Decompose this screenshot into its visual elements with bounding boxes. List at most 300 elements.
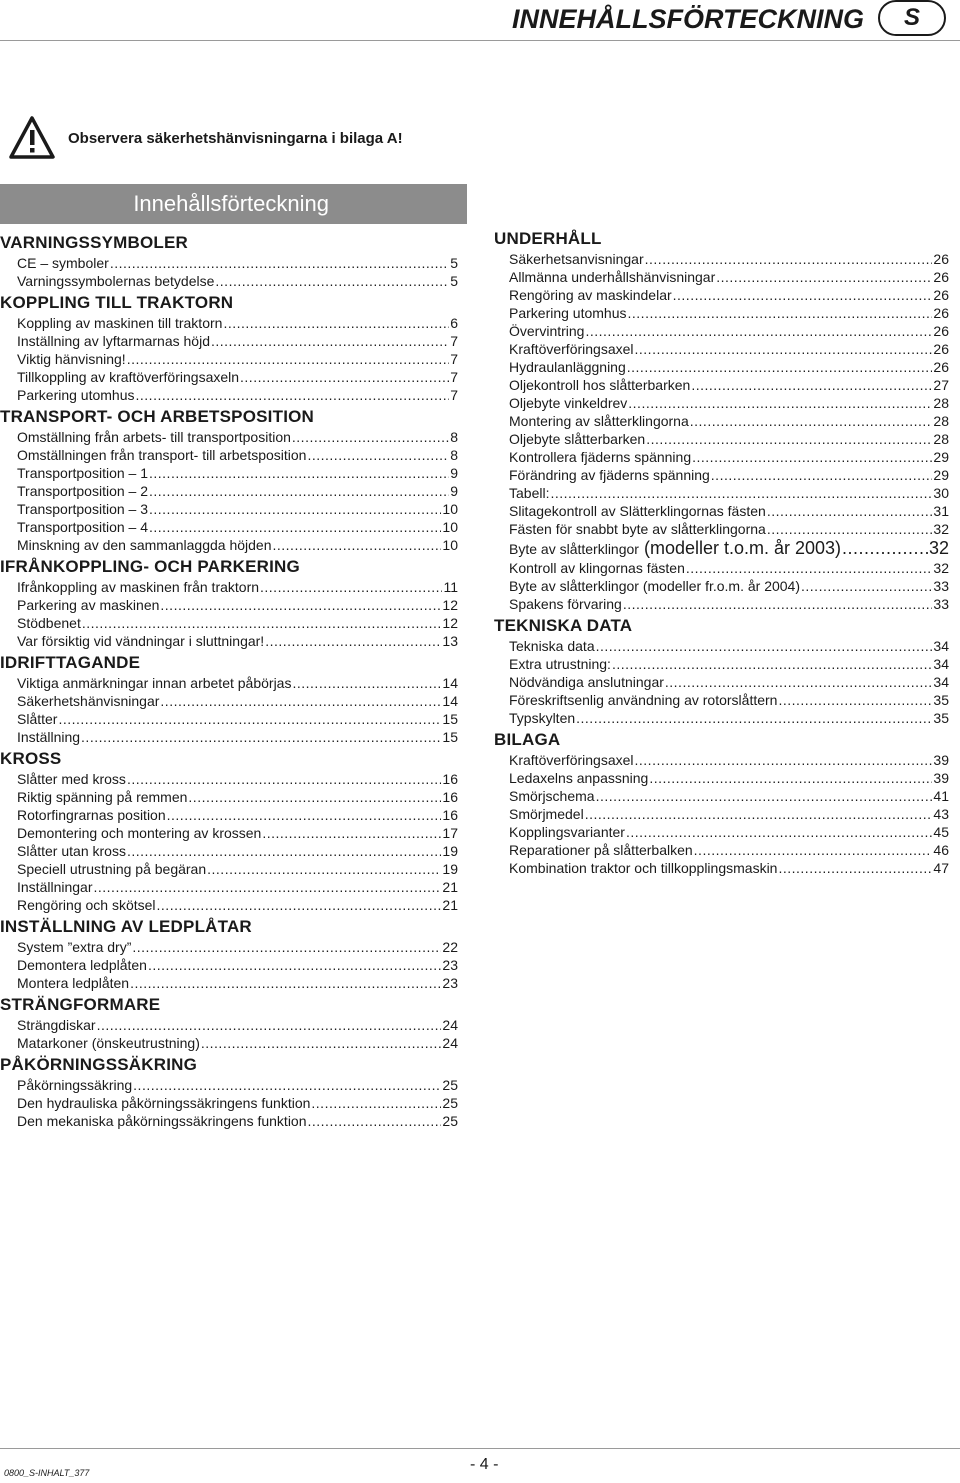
- dot-leader: [160, 692, 441, 710]
- toc-entry-page: 9: [450, 465, 458, 481]
- toc-entry-page: 17: [442, 825, 458, 841]
- language-badge: S: [878, 0, 946, 36]
- toc-entry-page: 16: [442, 771, 458, 787]
- dot-leader: [627, 358, 933, 376]
- dot-leader: [628, 394, 932, 412]
- toc-entry-label: Riktig spänning på remmen: [17, 789, 188, 805]
- dot-leader: [778, 691, 932, 709]
- toc-entry-label: Hydraulanläggning: [509, 359, 626, 375]
- dot-leader: [215, 272, 449, 290]
- toc-entry[interactable]: [494, 859, 949, 877]
- dot-leader: [127, 350, 450, 368]
- toc-entry-page: 16: [442, 807, 458, 823]
- toc-entry-label: Ifrånkoppling av maskinen från traktorn: [17, 579, 260, 595]
- toc-entry-label: Tabell:: [509, 485, 550, 501]
- toc-entry[interactable]: [0, 710, 458, 728]
- toc-entry-label: Tillkoppling av kraftöverföringsaxeln: [17, 369, 240, 385]
- dot-leader: [149, 500, 441, 518]
- toc-entry[interactable]: [0, 596, 458, 614]
- section-heading: TEKNISKA DATA: [494, 616, 633, 635]
- toc-entry-page: 43: [933, 806, 949, 822]
- toc-entry[interactable]: [494, 322, 949, 340]
- dot-leader: [649, 769, 932, 787]
- toc-entry-label: Rengöring och skötsel: [17, 897, 156, 913]
- dot-leader: [585, 322, 932, 340]
- toc-entry-label: Inställning av lyftarmarnas höjd: [17, 333, 210, 349]
- toc-entry-page: 23: [442, 957, 458, 973]
- toc-entry-page: 22: [442, 939, 458, 955]
- toc-entry-page: 8: [450, 447, 458, 463]
- dot-leader: [149, 482, 449, 500]
- dot-leader: [711, 466, 933, 484]
- toc-entry-page: 32: [933, 560, 949, 576]
- toc-entry-label: Parkering utomhus: [17, 387, 135, 403]
- toc-entry-page: 39: [933, 770, 949, 786]
- toc-entry[interactable]: [0, 368, 458, 386]
- dot-leader: [612, 655, 932, 673]
- dot-leader: [635, 340, 933, 358]
- toc-entry-label: Byte av slåtterklingor (modeller fr.o.m. år 2004): [509, 578, 801, 594]
- toc-entry[interactable]: [0, 974, 458, 992]
- toc-entry-page: 12: [442, 597, 458, 613]
- toc-entry-label: Kontrollera fjäderns spänning: [509, 449, 692, 465]
- toc-entry[interactable]: [494, 805, 949, 823]
- toc-entry-label: Oljebyte vinkeldrev: [509, 395, 628, 411]
- section-heading: VARNINGSSYMBOLER: [0, 233, 189, 252]
- dot-leader: [262, 824, 441, 842]
- toc-entry-page: 7: [450, 369, 458, 385]
- toc-entry-label-part: (modeller t.o.m. år 2003): [643, 538, 842, 558]
- dot-leader: [127, 842, 441, 860]
- toc-entry[interactable]: [494, 787, 949, 805]
- toc-entry-label: Transportposition – 2: [17, 483, 148, 499]
- dot-leader: [691, 376, 932, 394]
- toc-entry-page: 32: [928, 538, 949, 558]
- toc-entry-page: 5: [450, 273, 458, 289]
- toc-entry-page: 28: [933, 413, 949, 429]
- toc-entry-page: 16: [442, 789, 458, 805]
- toc-entry[interactable]: [0, 1034, 458, 1052]
- toc-entry-label: Fästen för snabbt byte av slåtterklingorna: [509, 521, 766, 537]
- dot-leader: [550, 484, 932, 502]
- dot-leader: [127, 770, 441, 788]
- dot-leader: [188, 788, 441, 806]
- toc-entry[interactable]: [494, 286, 949, 304]
- toc-entry-label: Spakens förvaring: [509, 596, 622, 612]
- toc-entry[interactable]: [0, 1076, 458, 1094]
- toc-entry-page: 34: [933, 638, 949, 654]
- toc-entry-page: 5: [450, 255, 458, 271]
- toc-entry-label: Tekniska data: [509, 638, 595, 654]
- toc-entry-page: 41: [933, 788, 949, 804]
- dot-leader: [308, 1112, 442, 1130]
- toc-entry[interactable]: [494, 268, 949, 286]
- toc-entry-label: Kraftöverföringsaxel: [509, 752, 634, 768]
- toc-entry[interactable]: [0, 770, 458, 788]
- toc-entry-page: 35: [933, 692, 949, 708]
- toc-entry-label: Den hydrauliska påkörningssäkringens funktion: [17, 1095, 311, 1111]
- toc-entry[interactable]: [0, 350, 458, 368]
- toc-entry-label: Inställningar: [17, 879, 93, 895]
- toc-entry-label: Rengöring av maskindelar: [509, 287, 672, 303]
- dot-leader: [130, 974, 441, 992]
- dot-leader: [690, 412, 933, 430]
- toc-entry-label: Nödvändiga anslutningar: [509, 674, 664, 690]
- toc-entry-label: Transportposition – 1: [17, 465, 148, 481]
- dot-leader: [716, 268, 932, 286]
- section-heading: IDRIFTTAGANDE: [0, 653, 141, 672]
- toc-entry-page: 24: [442, 1017, 458, 1033]
- toc-entry[interactable]: [0, 1094, 458, 1112]
- toc-entry-label: Montera ledplåten: [17, 975, 130, 991]
- toc-entry-label: Demontering och montering av krossen: [17, 825, 262, 841]
- toc-entry[interactable]: [0, 536, 458, 554]
- toc-entry-label: Matarkoner (önskeutrustning): [17, 1035, 200, 1051]
- toc-entry-label: Smörjmedel: [509, 806, 584, 822]
- toc-entry-label: Säkerhetshänvisningar: [17, 693, 160, 709]
- toc-entry-label: Den mekaniska påkörningssäkringens funktion: [17, 1113, 307, 1129]
- toc-entry[interactable]: [494, 250, 949, 268]
- toc-entry[interactable]: [494, 751, 949, 769]
- toc-entry-label: Typskylten: [509, 710, 576, 726]
- toc-entry-page: 28: [933, 431, 949, 447]
- toc-entry-label: Slåtter med kross: [17, 771, 126, 787]
- toc-entry-label: Omställningen från transport- till arbetsposition: [17, 447, 307, 463]
- footer-divider: [0, 1448, 960, 1449]
- toc-entry-page: 26: [933, 269, 949, 285]
- toc-entry-page: 21: [442, 879, 458, 895]
- section-heading: INSTÄLLNING AV LEDPLÅTAR: [0, 917, 252, 936]
- toc-entry-label: Speciell utrustning på begäran: [17, 861, 207, 877]
- dot-leader: [97, 1016, 442, 1034]
- dot-leader: [149, 464, 449, 482]
- toc-entry[interactable]: [494, 466, 949, 484]
- toc-entry-label: Oljekontroll hos slåtterbarken: [509, 377, 691, 393]
- toc-entry-label: Rotorfingrarnas position: [17, 807, 166, 823]
- toc-entry-page: 39: [933, 752, 949, 768]
- toc-entry-page: 33: [933, 596, 949, 612]
- toc-entry[interactable]: [494, 304, 949, 322]
- toc-entry-page: 26: [933, 359, 949, 375]
- toc-entry-page: 26: [933, 323, 949, 339]
- dot-leader: [81, 728, 441, 746]
- toc-entry[interactable]: [0, 806, 458, 824]
- dot-leader: [82, 614, 442, 632]
- dot-leader: [626, 823, 932, 841]
- toc-entry-label: Säkerhetsanvisningar: [509, 251, 644, 267]
- section-heading: BILAGA: [494, 730, 561, 749]
- toc-entry[interactable]: [494, 430, 949, 448]
- toc-entry-page: 7: [450, 351, 458, 367]
- toc-entry-page: 30: [933, 485, 949, 501]
- toc-entry[interactable]: [494, 412, 949, 430]
- toc-entry[interactable]: [494, 655, 949, 673]
- dot-leader: [160, 596, 441, 614]
- toc-entry-label: Minskning av den sammanlaggda höjden: [17, 537, 272, 553]
- dot-leader: [645, 250, 933, 268]
- toc-entry[interactable]: [0, 674, 458, 692]
- toc-entry[interactable]: [0, 956, 458, 974]
- dot-leader: [157, 896, 442, 914]
- toc-entry-page: 47: [933, 860, 949, 876]
- toc-entry[interactable]: [0, 386, 458, 404]
- toc-entry[interactable]: [0, 482, 458, 500]
- toc-entry-page: 10: [442, 537, 458, 553]
- toc-entry-label: Stödbenet: [17, 615, 81, 631]
- toc-entry-page: 33: [933, 578, 949, 594]
- toc-entry[interactable]: [0, 938, 458, 956]
- toc-entry-page: 25: [442, 1113, 458, 1129]
- dot-leader: [596, 637, 933, 655]
- toc-entry-label: Kombination traktor och tillkopplingsmaskin: [509, 860, 778, 876]
- dot-leader: [673, 286, 933, 304]
- toc-entry-page: 29: [933, 467, 949, 483]
- toc-entry[interactable]: [0, 878, 458, 896]
- document-code: 0800_S-INHALT_377: [4, 1468, 90, 1478]
- toc-column-right: [494, 226, 949, 877]
- toc-entry-page: 31: [933, 503, 949, 519]
- toc-entry-page: 23: [442, 975, 458, 991]
- dot-leader: [623, 595, 933, 613]
- toc-entry-page: 10: [442, 501, 458, 517]
- toc-entry[interactable]: [494, 502, 949, 520]
- toc-entry-page: 14: [442, 693, 458, 709]
- toc-entry-page: 26: [933, 341, 949, 357]
- toc-entry[interactable]: [494, 823, 949, 841]
- toc-entry[interactable]: [494, 448, 949, 466]
- toc-entry-page: 27: [933, 377, 949, 393]
- toc-entry[interactable]: [494, 691, 949, 709]
- toc-entry[interactable]: [0, 896, 458, 914]
- toc-entry[interactable]: [0, 728, 458, 746]
- toc-entry[interactable]: [494, 358, 949, 376]
- page-title: INNEHÅLLSFÖRTECKNING: [511, 4, 864, 34]
- dot-leader: [136, 386, 450, 404]
- toc-entry-label-part: Byte av slåtterklingor: [509, 541, 639, 557]
- toc-entry-label: Föreskriftsenlig användning av rotorslåttern: [509, 692, 778, 708]
- dot-leader: [273, 536, 442, 554]
- toc-entry-label: Koppling av maskinen till traktorn: [17, 315, 223, 331]
- toc-entry[interactable]: [494, 394, 949, 412]
- toc-entry-label: Oljebyte slåtterbarken: [509, 431, 646, 447]
- dot-leader: [240, 368, 449, 386]
- safety-notice: [8, 114, 403, 162]
- toc-entry-page: 34: [933, 656, 949, 672]
- toc-entry-page: 29: [933, 449, 949, 465]
- toc-entry[interactable]: [0, 272, 458, 290]
- toc-entry-page: 9: [450, 483, 458, 499]
- toc-entry-page: 19: [442, 843, 458, 859]
- toc-entry[interactable]: [0, 254, 458, 272]
- dot-leader: [167, 806, 442, 824]
- toc-entry-page: 26: [933, 251, 949, 267]
- toc-entry-label: Transportposition – 3: [17, 501, 148, 517]
- toc-entry-page: 6: [450, 315, 458, 331]
- toc-entry-page: 10: [442, 519, 458, 535]
- toc-entry[interactable]: [494, 637, 949, 655]
- toc-entry-page: 7: [450, 387, 458, 403]
- dot-leader: [767, 502, 933, 520]
- toc-entry-label: Omställning från arbets- till transportposition: [17, 429, 291, 445]
- toc-entry-page: 24: [442, 1035, 458, 1051]
- toc-entry-label: Allmänna underhållshänvisningar: [509, 269, 716, 285]
- dot-leader: [94, 878, 442, 896]
- section-heading: UNDERHÅLL: [494, 229, 602, 248]
- dot-leader: [292, 674, 441, 692]
- toc-entry-page: 8: [450, 429, 458, 445]
- section-heading: TRANSPORT- OCH ARBETSPOSITION: [0, 407, 315, 426]
- section-heading: IFRÅNKOPPLING- OCH PARKERING: [0, 557, 300, 576]
- toc-entry-label: Smörjschema: [509, 788, 595, 804]
- toc-entry-label: Slitagekontroll av Slätterklingornas fästen: [509, 503, 766, 519]
- toc-entry-label: Kraftöverföringsaxel: [509, 341, 634, 357]
- toc-entry[interactable]: [494, 673, 949, 691]
- toc-entry-label: Montering av slåtterklingorna: [509, 413, 689, 429]
- page-number: - 4 -: [470, 1456, 499, 1473]
- toc-entry-page: 35: [933, 710, 949, 726]
- toc-entry[interactable]: [494, 559, 949, 577]
- toc-entry-page: 19: [442, 861, 458, 877]
- safety-notice-text: Observera säkerhetshänvisningarna i bilaga A!: [68, 129, 403, 147]
- dot-leader: [133, 1076, 441, 1094]
- toc-entry-label: Kopplingsvarianter: [509, 824, 625, 840]
- dot-leader: [646, 430, 932, 448]
- toc-entry[interactable]: [0, 446, 458, 464]
- dot-leader: [842, 538, 928, 558]
- toc-entry-label: Var försiktig vid vändningar i sluttningar!: [17, 633, 265, 649]
- dot-leader: [260, 578, 442, 596]
- toc-entry-page: 21: [442, 897, 458, 913]
- toc-entry-label: Viktiga anmärkningar innan arbetet påbörjas: [17, 675, 292, 691]
- section-heading: KOPPLING TILL TRAKTORN: [0, 293, 234, 312]
- dot-leader: [132, 938, 441, 956]
- toc-entry[interactable]: [494, 340, 949, 358]
- toc-entry-label: Reparationer på slåtterbalken: [509, 842, 693, 858]
- toc-entry-label: Inställning: [17, 729, 81, 745]
- toc-entry-label: CE – symboler: [17, 255, 109, 271]
- dot-leader: [311, 1094, 441, 1112]
- toc-entry-label: Extra utrustning:: [509, 656, 611, 672]
- toc-entry[interactable]: [0, 824, 458, 842]
- toc-entry-page: 26: [933, 305, 949, 321]
- toc-entry-page: 15: [442, 729, 458, 745]
- dot-leader: [576, 709, 932, 727]
- toc-entry-label: Ledaxelns anpassning: [509, 770, 649, 786]
- dot-leader: [692, 448, 932, 466]
- toc-entry-label: Slåtter: [17, 711, 58, 727]
- toc-entry[interactable]: [494, 595, 949, 613]
- toc-entry-page: 12: [442, 615, 458, 631]
- toc-entry-page: 13: [442, 633, 458, 649]
- toc-entry[interactable]: [0, 614, 458, 632]
- toc-entry-page: 32: [933, 521, 949, 537]
- toc-entry[interactable]: [0, 842, 458, 860]
- toc-entry-label: Viktig hänvisning!: [17, 351, 126, 367]
- toc-entry[interactable]: [0, 1112, 458, 1130]
- dot-leader: [801, 577, 932, 595]
- dot-leader: [767, 520, 933, 538]
- section-heading: STRÄNGFORMARE: [0, 995, 161, 1014]
- dot-leader: [149, 518, 441, 536]
- dot-leader: [207, 860, 441, 878]
- toc-column-left: [0, 230, 458, 1130]
- dot-leader: [110, 254, 449, 272]
- toc-entry[interactable]: [494, 577, 949, 595]
- toc-entry-label: Demontera ledplåten: [17, 957, 147, 973]
- toc-entry[interactable]: [494, 484, 949, 502]
- toc-entry-page: 15: [442, 711, 458, 727]
- toc-entry-label: Slåtter utan kross: [17, 843, 126, 859]
- toc-entry[interactable]: [0, 860, 458, 878]
- toc-entry[interactable]: [494, 769, 949, 787]
- toc-entry-page: 28: [933, 395, 949, 411]
- toc-entry[interactable]: [0, 632, 458, 650]
- toc-entry-label: Parkering utomhus: [509, 305, 627, 321]
- toc-entry[interactable]: [0, 578, 458, 596]
- toc-entry-page: 11: [443, 579, 458, 595]
- toc-entry[interactable]: [494, 376, 949, 394]
- dot-leader: [694, 841, 933, 859]
- dot-leader: [665, 673, 933, 691]
- toc-entry[interactable]: [0, 464, 458, 482]
- toc-entry[interactable]: [494, 841, 949, 859]
- toc-entry-page: 34: [933, 674, 949, 690]
- toc-entry-label: Kontroll av klingornas fästen: [509, 560, 685, 576]
- section-heading: PÅKÖRNINGSSÄKRING: [0, 1055, 198, 1074]
- toc-entry-label: Strängdiskar: [17, 1017, 96, 1033]
- toc-entry[interactable]: [0, 518, 458, 536]
- toc-entry[interactable]: [0, 314, 458, 332]
- toc-entry-page: 25: [442, 1095, 458, 1111]
- dot-leader: [58, 710, 441, 728]
- toc-entry[interactable]: [0, 1016, 458, 1034]
- toc-entry[interactable]: [0, 500, 458, 518]
- toc-entry-label: Övervintring: [509, 323, 585, 339]
- toc-entry-page: 45: [933, 824, 949, 840]
- toc-entry-label: System ”extra dry”: [17, 939, 132, 955]
- toc-entry-label: Parkering av maskinen: [17, 597, 160, 613]
- toc-entry[interactable]: [494, 538, 949, 559]
- toc-entry-label: Transportposition – 4: [17, 519, 148, 535]
- toc-entry[interactable]: [494, 709, 949, 727]
- toc-entry-page: 26: [933, 287, 949, 303]
- dot-leader: [148, 956, 441, 974]
- toc-entry-page: 46: [933, 842, 949, 858]
- toc-entry[interactable]: [0, 332, 458, 350]
- section-heading: KROSS: [0, 749, 62, 768]
- dot-leader: [201, 1034, 442, 1052]
- dot-leader: [628, 304, 933, 322]
- toc-entry-label: Varningssymbolernas betydelse: [17, 273, 215, 289]
- dot-leader: [686, 559, 933, 577]
- dot-leader: [596, 787, 933, 805]
- toc-entry[interactable]: [0, 788, 458, 806]
- warning-triangle-icon: [8, 114, 56, 162]
- header-divider: [0, 40, 960, 41]
- toc-entry-page: 25: [442, 1077, 458, 1093]
- toc-entry-label: Förändring av fjäderns spänning: [509, 467, 710, 483]
- toc-entry-label: [509, 538, 841, 559]
- toc-entry[interactable]: [0, 692, 458, 710]
- dot-leader: [211, 332, 449, 350]
- dot-leader: [265, 632, 441, 650]
- toc-heading: Innehållsförteckning: [0, 184, 467, 224]
- toc-entry-label: Påkörningssäkring: [17, 1077, 133, 1093]
- toc-entry[interactable]: [0, 428, 458, 446]
- toc-entry[interactable]: [494, 520, 949, 538]
- dot-leader: [585, 805, 933, 823]
- toc-entry-page: 14: [442, 675, 458, 691]
